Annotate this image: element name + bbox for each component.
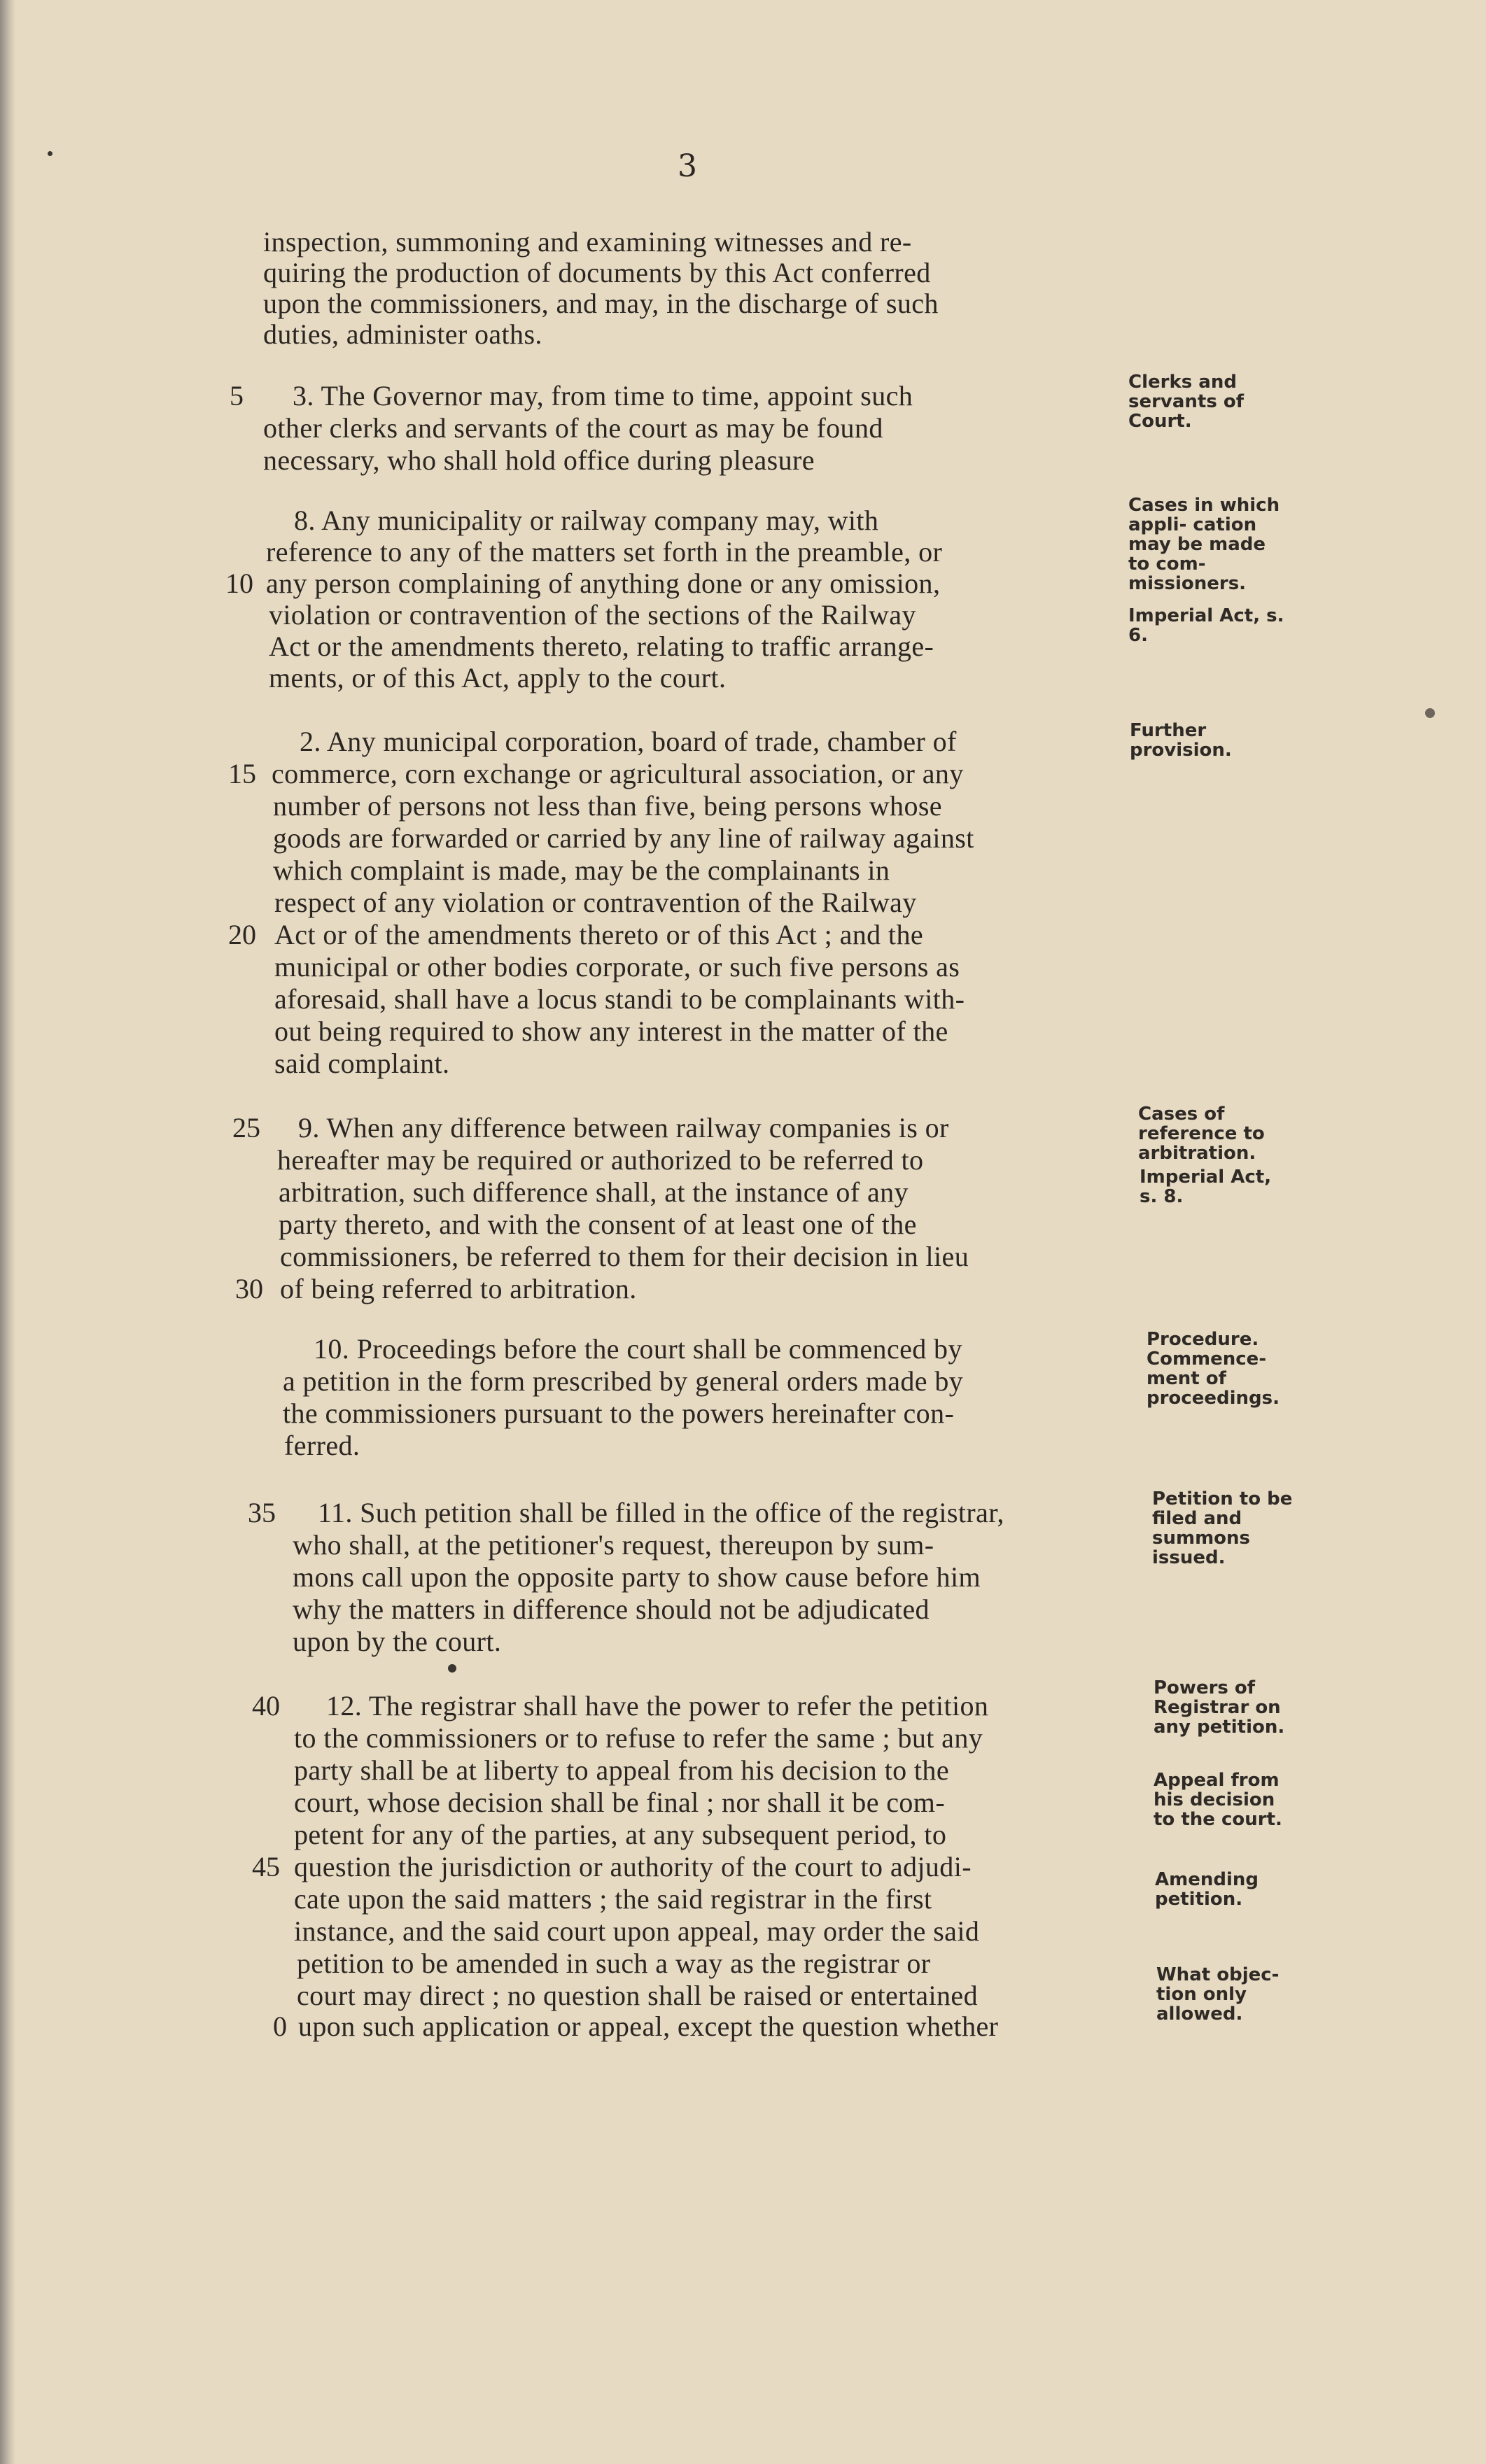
line-number: 0 [273, 2011, 287, 2042]
line-text: Act or of the amendments thereto or of this Act ; and the [274, 919, 923, 950]
line-text: commissioners, be referred to them for their decision in lieu [280, 1241, 969, 1272]
margin-note: Clerks and servants of Court. [1128, 372, 1245, 432]
line-number: 5 [230, 380, 244, 411]
line-number: 40 [252, 1690, 280, 1722]
line-text: instance, and the said court upon appeal, may order the said [294, 1915, 980, 1947]
margin-note: Further provision. [1130, 720, 1232, 761]
line-text: party shall be at liberty to appeal from his decision to the [294, 1754, 949, 1786]
page-number: 3 [678, 148, 697, 184]
text-line [0, 287, 1486, 321]
line-text: duties, administer oaths. [263, 318, 542, 350]
text-line [0, 1915, 1486, 1948]
margin-note: Procedure. Commence- ment of proceedings. [1147, 1329, 1280, 1409]
line-text: who shall, at the petitioner's request, thereupon by sum- [293, 1529, 934, 1561]
line-text: petent for any of the parties, at any subsequent period, to [294, 1819, 947, 1850]
line-text: ments, or of this Act, apply to the court. [269, 662, 727, 694]
margin-note: Petition to be filed and summons issued. [1152, 1488, 1293, 1568]
text-line [0, 318, 1486, 351]
line-text: ferred. [284, 1430, 360, 1461]
text-line [0, 1429, 1486, 1463]
line-text: party thereto, and with the consent of at least one of the [279, 1209, 917, 1240]
line-text: court, whose decision shall be final ; nor shall it be com- [294, 1787, 946, 1818]
line-number: 45 [252, 1851, 280, 1882]
line-text: 11. Such petition shall be filled in the office of the registrar, [318, 1497, 1004, 1528]
margin-note: Appeal from his decision to the court. [1154, 1770, 1282, 1830]
line-text: why the matters in difference should not be adjudicated [293, 1593, 930, 1625]
line-text: 2. Any municipal corporation, board of trade, chamber of [300, 726, 957, 757]
text-line [0, 950, 1486, 984]
line-text: which complaint is made, may be the complainants in [273, 854, 890, 886]
line-text: respect of any violation or contravention of the Railway [274, 887, 917, 918]
text-line [0, 1240, 1486, 1274]
line-text: number of persons not less than five, being persons whose [273, 790, 942, 822]
text-line [0, 1208, 1486, 1241]
ink-speck [448, 1664, 456, 1673]
margin-note: Imperial Act, s. 8. [1140, 1167, 1272, 1207]
line-text: petition to be amended in such a way as the registrar or [297, 1948, 931, 1979]
line-text: court may direct ; no question shall be raised or entertained [297, 1980, 978, 2011]
text-line [0, 444, 1486, 477]
text-line [0, 918, 1486, 952]
text-line [0, 854, 1486, 887]
text-line [0, 725, 1486, 759]
line-text: violation or contravention of the sections of the Railway [269, 599, 916, 631]
margin-note: Amending petition. [1155, 1869, 1259, 1910]
line-text: upon the commissioners, and may, in the discharge of such [263, 288, 939, 319]
line-text: out being required to show any interest in the matter of the [274, 1015, 948, 1047]
text-line [0, 886, 1486, 920]
margin-note: Imperial Act, s. 6. [1128, 605, 1284, 646]
line-text: question the jurisdiction or authority of the court to adjudi- [294, 1851, 972, 1882]
line-text: aforesaid, shall have a locus standi to be complainants with- [274, 983, 965, 1015]
line-text: upon by the court. [293, 1626, 502, 1657]
line-text: any person complaining of anything done or any omission, [266, 568, 941, 599]
line-text: to the commissioners or to refuse to refer the same ; but any [294, 1722, 983, 1754]
text-line [0, 1593, 1486, 1626]
text-line [0, 661, 1486, 695]
line-text: 12. The registrar shall have the power to refer the petition [326, 1690, 989, 1722]
line-text: upon such application or appeal, except the question whether [298, 2011, 999, 2042]
ink-speck [48, 151, 52, 156]
text-line [0, 757, 1486, 791]
line-text: mons call upon the opposite party to show cause before him [293, 1561, 981, 1593]
line-text: goods are forwarded or carried by any line of railway against [273, 822, 974, 854]
margin-note: What objec- tion only allowed. [1156, 1964, 1280, 2025]
text-line [0, 789, 1486, 823]
margin-note: Powers of Registrar on any petition. [1154, 1677, 1285, 1738]
line-text: 9. When any difference between railway companies is or [298, 1112, 949, 1143]
line-text: municipal or other bodies corporate, or such five persons as [274, 951, 960, 983]
line-text: necessary, who shall hold office during pleasure [263, 444, 815, 476]
line-text: other clerks and servants of the court as may be found [263, 412, 883, 444]
line-number: 25 [232, 1112, 260, 1143]
line-number: 20 [228, 919, 256, 950]
line-text: commerce, corn exchange or agricultural association, or any [272, 758, 964, 789]
line-text: hereafter may be required or authorized to be referred to [277, 1144, 924, 1176]
line-text: 10. Proceedings before the court shall be commenced by [314, 1333, 962, 1365]
line-text: Act or the amendments thereto, relating to traffic arrange- [269, 631, 934, 662]
line-text: a petition in the form prescribed by general orders made by [283, 1365, 964, 1397]
text-line [0, 225, 1486, 259]
line-text: arbitration, such difference shall, at the instance of any [279, 1176, 909, 1208]
line-number: 10 [225, 568, 253, 599]
line-text: the commissioners pursuant to the powers hereinafter con- [283, 1398, 955, 1429]
line-text: cate upon the said matters ; the said registrar in the first [294, 1883, 932, 1915]
line-number: 35 [248, 1497, 276, 1528]
margin-note: Cases in which appli- cation may be made to com- missioners. [1128, 495, 1280, 594]
line-number: 30 [235, 1273, 263, 1304]
text-line [0, 1272, 1486, 1306]
text-line [0, 1015, 1486, 1048]
text-line [0, 1625, 1486, 1659]
line-number: 15 [228, 758, 256, 789]
line-text: said complaint. [274, 1048, 450, 1079]
text-line [0, 822, 1486, 855]
text-line [0, 983, 1486, 1016]
line-text: reference to any of the matters set forth in the preamble, or [266, 536, 943, 568]
line-text: 3. The Governor may, from time to time, appoint such [293, 380, 913, 411]
margin-note: Cases of reference to arbitration. [1138, 1104, 1265, 1164]
text-line [0, 256, 1486, 290]
line-text: quiring the production of documents by this Act conferred [263, 257, 931, 288]
line-text: inspection, summoning and examining witnesses and re- [263, 226, 912, 258]
line-text: of being referred to arbitration. [280, 1273, 637, 1304]
text-line [0, 1047, 1486, 1080]
ink-speck [1425, 708, 1435, 718]
line-text: 8. Any municipality or railway company may, with [294, 505, 879, 536]
